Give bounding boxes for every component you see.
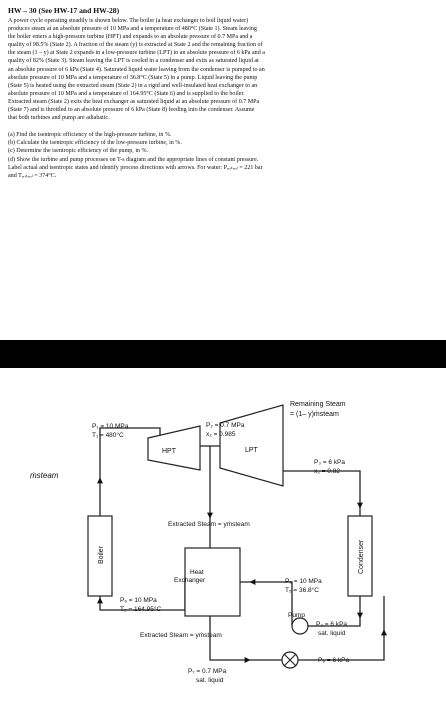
state5-pressure: P₅ = 10 MPa <box>285 578 322 585</box>
question-list <box>8 131 438 180</box>
state3-pressure: P₃ = 6 kPa <box>314 459 346 466</box>
problem-line: the steam (1 – y) at State 2 expands in a low-pressure turbine (LPT) to an absolute pressure of 6 kPa and a <box>8 50 265 57</box>
m-steam-label: ṁsteam <box>30 471 59 480</box>
question-d-cont: and Tₑᵣᵢₜᵢₑₐₗ = 374°C. <box>8 172 57 179</box>
state1-temperature: T₁ = 480°C <box>92 432 124 439</box>
state6-pressure: P₆ = 10 MPa <box>120 597 157 604</box>
redaction-bar <box>0 340 446 368</box>
problem-line: produces steam at an absolute pressure of 10 MPa and a temperature of 480°C (State 1). Steam leaving <box>8 26 257 33</box>
problem-line: Extracted steam (State 2) exits the heat exchanger as saturated liquid at an absolute pressure of 0.7 MPa <box>8 98 260 105</box>
state4-pressure: P₄ = 6 kPa <box>316 621 348 628</box>
problem-line: A power cycle operating steadily is shown below. The boiler (a heat exchanger to boil liquid water) <box>8 18 249 24</box>
problem-line: (State 7) and is throttled to an absolute pressure of 6 kPa (State 8) feeding into the condenser. Assume <box>8 107 255 114</box>
question-a: (a) Find the isentropic efficiency of the high-pressure turbine, in %. <box>8 132 172 139</box>
problem-line: (State 5) is heated using the extracted steam (State 2) in a rigid and well-insulated heat exchanger to an <box>8 82 258 89</box>
problem-document <box>8 6 438 180</box>
problem-line: absolute pressure of 10 MPa and a temperature of 36.8°C (State 5) in a pump. Liquid leaving the pump <box>8 74 258 81</box>
problem-statement <box>8 17 438 122</box>
problem-line: quality of 82% (State 3). Steam leaving the LPT is cooled in a condenser and exits as saturated liquid at <box>8 58 259 65</box>
hx-label-line2: Exchanger <box>174 577 206 584</box>
state6-temperature: T₆ = 164.95°C <box>120 606 162 613</box>
question-d: (d) Show the turbine and pump processes on T-s diagram and the appropriate lines of constant pressure. <box>8 156 259 163</box>
extracted-steam-bottom: Extracted Steam = yṁsteam <box>140 632 222 639</box>
lpt-label: LPT <box>245 447 258 454</box>
problem-line: quality of 98.5% (State 2). A fraction of the steam (y) is extracted at State 2 and the remaining fraction of <box>8 42 263 49</box>
question-c: (c) Determine the isentropic efficiency of the pump, in %. <box>8 148 149 155</box>
remaining-steam-line1: Remaining Steam <box>290 401 346 408</box>
extracted-steam-top: Extracted Steam = yṁsteam <box>168 521 250 528</box>
problem-line: absolute pressure of 10 MPa and a temperature of 164.95°C (State 6) and is supplied to the boiler. <box>8 90 245 97</box>
problem-line: the boiler enters a high-pressure turbine (HPT) and expands to an absolute pressure of 0.7 MPa and a <box>8 34 253 41</box>
question-d-cont: Label actual and isentropic states and identify process directions with arrows. For water: Pₑᵣᵢₜᵢₑₐₗ = 221 bar <box>8 164 263 171</box>
remaining-steam-line2: = (1– y)ṁsteam <box>290 411 339 418</box>
boiler-label: Boiler <box>98 546 105 564</box>
state7-pressure: P₇ = 0.7 MPa <box>188 668 227 675</box>
state2-quality: x₂ = 0.985 <box>206 431 236 438</box>
condenser-label: Condenser <box>358 539 365 574</box>
state3-quality: x₃ = 0.82 <box>314 468 340 475</box>
homework-title: HW – 30 (See HW-17 and HW-28) <box>8 6 120 15</box>
problem-line: that both turbines and pump are adiabatic. <box>8 115 110 122</box>
hx-label-line1: Heat <box>190 569 204 576</box>
question-b: (b) Calculate the isentropic efficiency of the low-pressure turbine, in %. <box>8 140 182 147</box>
cycle-diagram <box>0 368 446 700</box>
state1-pressure: P₁ = 10 MPa <box>92 423 129 430</box>
pump-circle <box>292 618 308 634</box>
cycle-schematic <box>0 368 446 700</box>
hpt-label: HPT <box>162 448 176 455</box>
state8-pressure: P₈ = 6 kPa <box>318 657 350 664</box>
state7-phase: sat. liquid <box>196 677 224 684</box>
state5-temperature: T₅ = 36.8°C <box>285 587 319 594</box>
problem-line: an absolute pressure of 6 kPa (State 4). Saturated liquid water leaving from the condenser is pumped to an <box>8 66 265 73</box>
state2-pressure: P₂ = 0.7 MPa <box>206 422 245 429</box>
lpt-turbine <box>220 405 283 486</box>
pump-label: Pump <box>288 612 305 619</box>
state4-phase: sat. liquid <box>318 630 346 637</box>
